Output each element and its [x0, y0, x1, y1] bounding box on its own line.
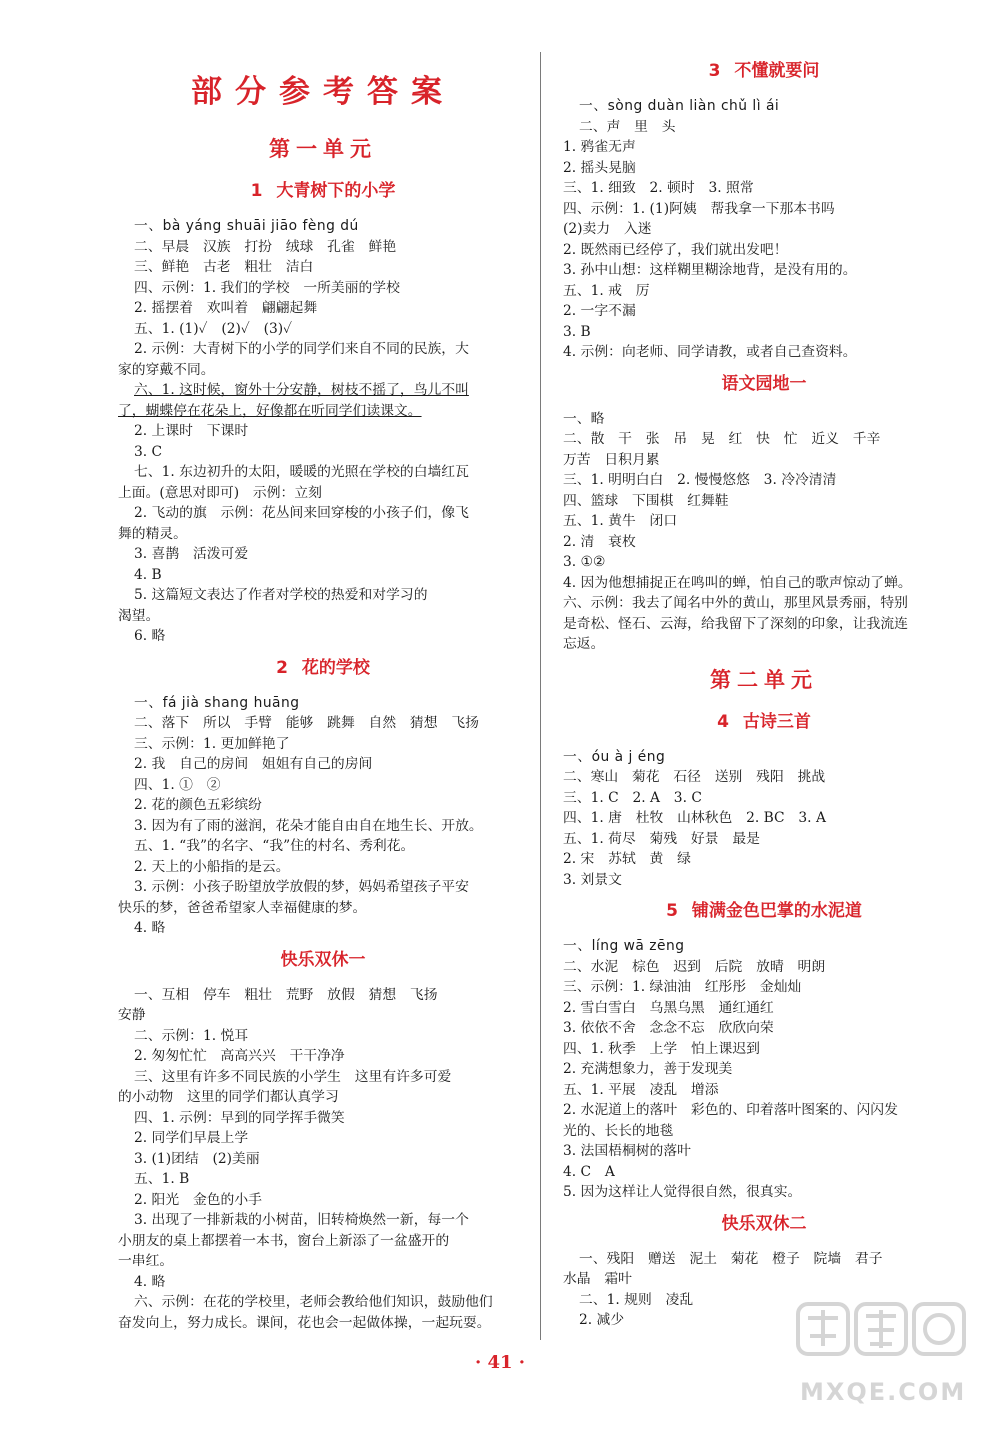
answer-line: 上面。(意思对即可) 示例：立刻 — [118, 484, 322, 501]
answer-line: 2. 摇摆着 欢叫着 翩翩起舞 — [134, 300, 318, 316]
answer-line: 奋发向上，努力成长。课间，花也会一起做体操，一起玩耍。 — [118, 1314, 491, 1331]
answer-line: 快乐的梦，爸爸希望家人幸福健康的梦。 — [118, 899, 367, 916]
answer-block — [118, 693, 528, 939]
answer-line: 4. B — [134, 566, 162, 583]
answer-line: 二、寒山 菊花 石径 送别 残阳 挑战 — [563, 769, 826, 785]
answer-line: 4. 示例：向老师、同学请教，或者自己查资料。 — [563, 344, 857, 360]
answer-line: 三、1. C 2. A 3. C — [563, 789, 702, 806]
answer-line: 3. (1)团结 (2)美丽 — [134, 1150, 260, 1167]
page-number: · 41 · — [474, 1352, 526, 1373]
answer-line: 2. 示例：大青树下的小学的同学们来自不同的民族，大 — [134, 341, 469, 357]
section-name: 大青树下的小学 — [276, 181, 396, 201]
answer-block — [118, 985, 528, 1334]
answer-line: 五、1. 平展 凌乱 增添 — [563, 1081, 719, 1098]
answer-line: 六、1. 这时候，窗外十分安静，树枝不摇了，鸟儿不叫 — [134, 382, 469, 398]
column-divider — [540, 52, 541, 1340]
answer-line: 五、1. B — [134, 1171, 190, 1187]
left-column — [118, 40, 528, 1333]
answer-line: 一、óu à j éng — [563, 748, 666, 765]
section-title — [118, 947, 528, 973]
answer-line: 四、1. 秋季 上学 怕上课迟到 — [563, 1040, 760, 1057]
answer-line: 五、1. 黄牛 闭口 — [563, 513, 678, 529]
answer-line: 舞的精灵。 — [118, 525, 187, 542]
answer-line: 是奇松、怪石、云海，给我留下了深刻的印象，让我流连 — [563, 615, 908, 632]
answer-line: 四、示例：1. (1)阿姨 帮我拿一下那本书吗 — [563, 200, 835, 217]
answer-line: 一、互相 停车 粗壮 荒野 放假 猜想 飞扬 — [134, 986, 438, 1003]
answer-line: 六、示例：在花的学校里，老师会教给他们知识，鼓励他们 — [134, 1294, 493, 1310]
answer-line: 3. 依依不舍 念念不忘 欣欣向荣 — [563, 1020, 774, 1036]
section-title — [118, 178, 528, 204]
answer-line: 一、sòng duàn liàn chǔ lì ái — [579, 98, 780, 114]
answer-line: 四、1. ① ② — [134, 776, 221, 793]
answer-line: 二、示例：1. 悦耳 — [134, 1027, 249, 1044]
answer-line: 五、1. “我”的名字、“我”住的村名、秀利花。 — [134, 838, 415, 854]
answer-line: 四、篮球 下围棋 红舞鞋 — [563, 492, 729, 509]
answer-line: 4. C A — [563, 1163, 615, 1180]
answer-line: 1. 鸦雀无声 — [563, 139, 636, 155]
answer-line: 2. 匆匆忙忙 高高兴兴 干干净净 — [134, 1048, 345, 1064]
section-number: 2 — [276, 657, 288, 678]
section-number: 5 — [666, 901, 678, 921]
answer-line: 3. 喜鹊 活泼可爱 — [134, 546, 249, 562]
answer-line: 一、bà yáng shuāi jiāo fèng dú — [134, 218, 359, 234]
section-name: 古诗三首 — [742, 711, 811, 732]
answer-line: 2. 阳光 金色的小手 — [134, 1191, 262, 1208]
section-title — [563, 1211, 965, 1237]
answer-line: 家的穿戴不同。 — [118, 361, 215, 378]
answer-line: 二、散 干 张 吊 晃 红 快 忙 近义 千辛 — [563, 431, 881, 447]
answer-line: 的小动物 这里的同学们都认真学习 — [118, 1089, 339, 1105]
section-name: 语文园地一 — [721, 373, 807, 394]
answer-line: 光的、长长的地毯 — [563, 1122, 674, 1139]
answer-line: 2. 花的颜色五彩缤纷 — [134, 797, 262, 813]
unit-title: 第二单元 — [710, 667, 818, 692]
section-name: 花的学校 — [301, 657, 370, 678]
section-name: 不懂就要问 — [734, 61, 820, 81]
section-title — [563, 709, 965, 735]
answer-line: 2. 雪白雪白 乌黑乌黑 通红通红 — [563, 999, 774, 1016]
answer-line: 3. 孙中山想：这样糊里糊涂地背，是没有用的。 — [563, 262, 857, 278]
answer-line: 3. 因为有了雨的滋润，花朵才能自由自在地生长、开放。 — [134, 817, 483, 834]
answer-line: 2. 飞动的旗 示例：花丛间来回穿梭的小孩子们，像飞 — [134, 505, 469, 521]
answer-line: 2. 减少 — [579, 1312, 625, 1328]
answer-line: 3. C — [134, 443, 163, 460]
watermark-stamp-icon — [792, 1296, 972, 1376]
answer-line: 一、残阳 赠送 泥土 菊花 橙子 院墙 君子 — [579, 1250, 883, 1267]
answer-line: 2. 清 衰枚 — [563, 533, 636, 550]
answer-line: 2. 一字不漏 — [563, 303, 636, 319]
answer-line: 二、早晨 汉族 打扮 绒球 孔雀 鲜艳 — [134, 238, 397, 255]
section-number: 4 — [717, 711, 729, 732]
answer-line: 2. 水泥道上的落叶 彩色的、印着落叶图案的、闪闪发 — [563, 1102, 898, 1118]
answer-line: 三、1. 明明白白 2. 慢慢悠悠 3. 冷冷清清 — [563, 472, 837, 488]
section-number: 1 — [250, 181, 263, 201]
answer-line: 3. 法国梧桐树的落叶 — [563, 1143, 691, 1159]
answer-line: 二、水泥 棕色 迟到 后院 放晴 明朗 — [563, 958, 826, 975]
answer-line: 3. 示例：小孩子盼望放学放假的梦，妈妈希望孩子平安 — [134, 879, 469, 895]
answer-line: 3. B — [563, 323, 591, 340]
section-title — [563, 371, 965, 397]
answer-line: 二、1. 规则 凌乱 — [579, 1291, 694, 1308]
answer-line: 三、这里有许多不同民族的小学生 这里有许多可爱 — [134, 1068, 452, 1085]
section-number: 3 — [708, 61, 721, 81]
watermark-text: MXQE.COM — [800, 1378, 967, 1406]
answer-line: 3. ①② — [563, 554, 606, 570]
answer-line: 七、1. 东边初升的太阳，暖暖的光照在学校的白墙红瓦 — [134, 464, 469, 480]
answer-line: 4. 略 — [134, 920, 166, 936]
answer-line: 一、略 — [563, 410, 605, 427]
unit-title: 第一单元 — [269, 137, 377, 161]
answer-block — [563, 936, 965, 1203]
answer-line: 2. 既然雨已经停了，我们就出发吧！ — [563, 241, 788, 258]
section-name: 铺满金色巴掌的水泥道 — [691, 901, 862, 921]
answer-line: 六、示例：我去了闻名中外的黄山，那里风景秀丽，特别 — [563, 595, 908, 611]
answer-line: 四、1. 唐 杜牧 山林秋色 2. BC 3. A — [563, 810, 826, 826]
answer-line: 一、fá jià shang huāng — [134, 694, 300, 711]
page-title: 部分参考答案 — [191, 74, 455, 110]
answer-line: 3. 刘景文 — [563, 871, 622, 888]
answer-line: 五、1. (1)✓ (2)✓ (3)✓ — [134, 320, 293, 337]
answer-line: 一串红。 — [118, 1253, 174, 1269]
answer-line: 忘返。 — [563, 636, 605, 652]
answer-line: 6. 略 — [134, 628, 166, 644]
section-title — [563, 898, 965, 924]
answer-line: 5. 因为这样让人觉得很自然，很真实。 — [563, 1184, 802, 1200]
watermark-logo — [792, 1296, 972, 1406]
answer-block — [563, 96, 965, 363]
answer-line: 2. 同学们早晨上学 — [134, 1130, 249, 1146]
answer-line: 4. 因为他想捕捉正在鸣叫的蝉，怕自己的歌声惊动了蝉。 — [563, 574, 912, 591]
answer-line: 安静 — [118, 1007, 146, 1023]
section-name: 快乐双休一 — [280, 949, 366, 970]
answer-line: 万苦 日积月累 — [563, 451, 660, 468]
answer-line: 二、声 里 头 — [579, 118, 676, 135]
answer-line: 五、1. 荷尽 菊残 好景 最是 — [563, 830, 760, 847]
answer-line: 四、示例：1. 我们的学校 一所美丽的学校 — [134, 279, 400, 296]
answer-line: 5. 这篇短文表达了作者对学校的热爱和对学习的 — [134, 587, 428, 603]
answer-line: 水晶 霜叶 — [563, 1271, 632, 1287]
answer-line: 2. 充满想象力，善于发现美 — [563, 1061, 733, 1077]
answer-line: 二、落下 所以 手臂 能够 跳舞 自然 猜想 飞扬 — [134, 715, 479, 731]
answer-line: 小朋友的桌上都摆着一本书，窗台上新添了一盆盛开的 — [118, 1232, 450, 1249]
answer-line: 三、1. 细致 2. 顿时 3. 照常 — [563, 180, 754, 196]
answer-line: 一、líng wā zēng — [563, 938, 685, 954]
answer-line: 2. 天上的小船指的是云。 — [134, 858, 290, 875]
right-column — [563, 40, 965, 1331]
section-name: 快乐双休二 — [721, 1213, 807, 1234]
answer-line: 三、示例：1. 绿油油 红彤彤 金灿灿 — [563, 979, 802, 995]
answer-block — [563, 409, 965, 655]
answer-line: 了，蝴蝶停在花朵上，好像都在听同学们读课文。 — [118, 402, 422, 419]
answer-line: 2. 我 自己的房间 姐姐有自己的房间 — [134, 756, 373, 772]
answer-block — [563, 747, 965, 891]
answer-line: 三、示例：1. 更加鲜艳了 — [134, 735, 290, 752]
answer-line: 2. 摇头晃脑 — [563, 159, 636, 176]
answer-line: 渴望。 — [118, 607, 160, 624]
answer-line: 4. 略 — [134, 1273, 166, 1290]
answer-block — [118, 216, 528, 647]
answer-line: 五、1. 戒 厉 — [563, 282, 650, 299]
answer-line: 2. 上课时 下课时 — [134, 423, 249, 439]
answer-line: 三、鲜艳 古老 粗壮 洁白 — [134, 259, 314, 275]
answer-line: 3. 出现了一排新栽的小树苗，旧转椅焕然一新，每一个 — [134, 1212, 469, 1228]
answer-line: 2. 宋 苏轼 黄 绿 — [563, 851, 691, 867]
section-title — [118, 655, 528, 681]
answer-line: (2)卖力 入迷 — [563, 221, 652, 237]
answer-line: 四、1. 示例：早到的同学挥手微笑 — [134, 1109, 345, 1126]
section-title — [563, 58, 965, 84]
